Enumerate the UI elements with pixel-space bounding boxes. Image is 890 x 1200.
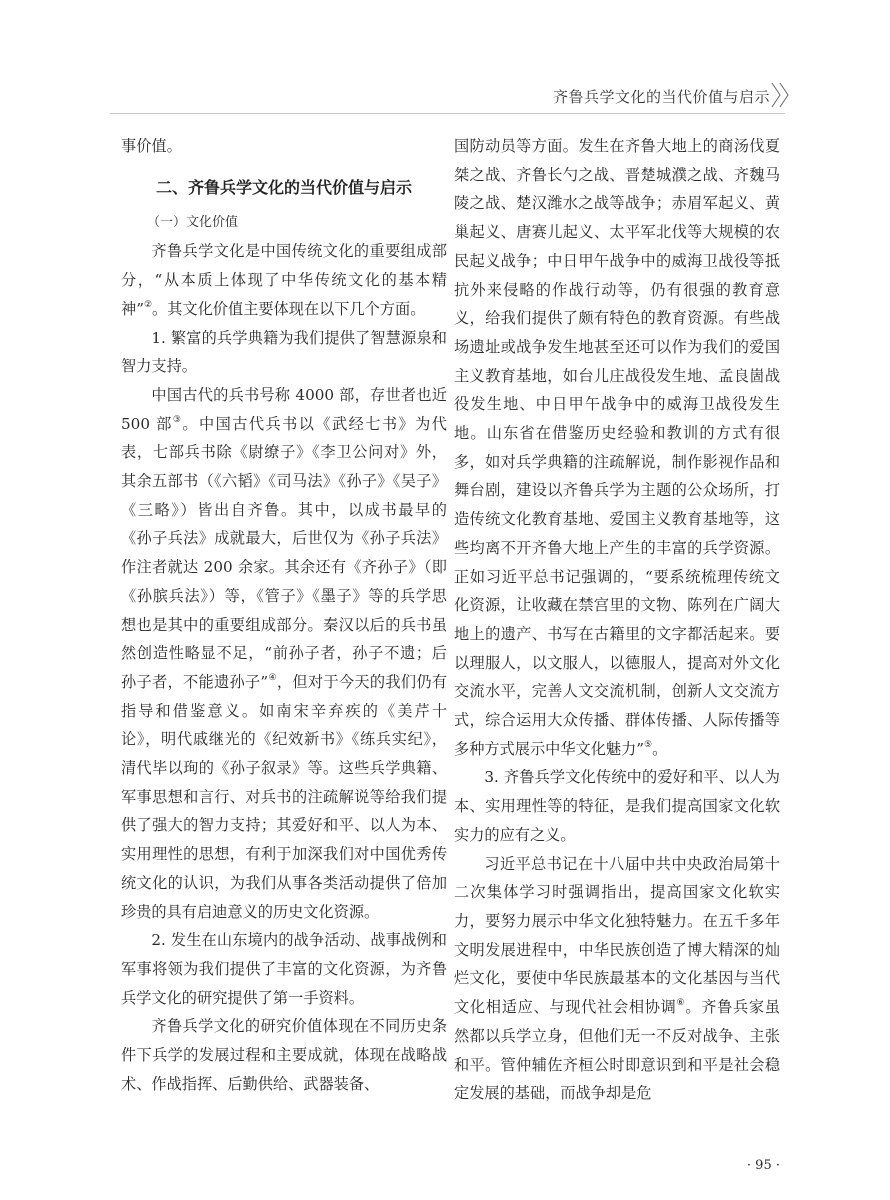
paragraph: 事价值。 <box>121 137 182 155</box>
page-number: · 95 · <box>746 1158 780 1173</box>
footnote-marker: ② <box>143 299 153 310</box>
paragraph: 2. 发生在山东境内的战争活动、战事战例和军事将领为我们提供了丰富的文化资源，为齐鲁兵学文化的研究提供了第一手资料。 <box>121 931 447 1007</box>
section-heading: 二、齐鲁兵学文化的当代价值与启示 <box>155 177 412 197</box>
paragraph: 中国古代的兵书号称 4000 部，存世者也近 500 部③。中国古代兵书以《武经七书》为代表，七部兵书除《尉缭子》《李卫公问对》外，其余五部书（《六韬》《司马法》《孙子》《吴子》《三略》）皆出自齐鲁。其中，以成书最早的《孙子兵法》成就最大，后世仅为《孙子兵法》作注者就达 200 余家。其余还有《齐孙子》（即《孙膑兵法》）等，《管子》《墨子》等的兵学思想也是其中的重要组成部分。秦汉以后的兵书虽然创造性略显不足，“前孙子者，孙子不遗；后孙子者，不能遗孙子”④，但对于今天的我们仍有指导和借鉴意义。如南宋辛弃疾的《美芹十论》，明代戚继光的《纪效新书》《练兵实纪》，清代毕以珣的《孙子叙录》等。这些兵学典籍、军事思想和言行、对兵书的注疏解说等给我们提供了强大的智力支持；其爱好和平、以人为本、实用理性的思想，有利于加深我们对中国优秀传统文化的认识，为我们从事各类活动提供了倍加珍贵的具有启迪意义的历史文化资源。 <box>121 385 448 921</box>
paragraph: 3. 齐鲁兵学文化传统中的爱好和平、以人为本、实用理性等的特征，是我们提高国家文化软实力的应有之义。 <box>454 768 780 844</box>
double-chevron-right-icon <box>769 80 795 110</box>
footnote-marker: ⑥ <box>676 998 686 1009</box>
header-divider <box>110 113 785 114</box>
paragraph: 国防动员等方面。发生在齐鲁大地上的商汤伐夏桀之战、齐鲁长勺之战、晋楚城濮之战、齐魏马陵之战、楚汉潍水之战等战争；赤眉军起义、黄巢起义、唐赛儿起义、太平军北伐等大规模的农民起义战争；中日甲午战争中的威海卫战役等抵抗外来侵略的作战行动等，仍有很强的教育意义，给我们提供了颇有特色的教育资源。有些战场遗址或战争发生地甚至还可以作为我们的爱国主义教育基地，如台儿庄战役发生地、孟良崮战役发生地、中日甲午战争中的威海卫战役发生地。山东省在借鉴历史经验和教训的方式有很多，如对兵学典籍的注疏解说，制作影视作品和舞台剧，建设以齐鲁兵学为主题的公众场所，打造传统文化教育基地、爱国主义教育基地等，这些均离不开齐鲁大地上产生的丰富的兵学资源。正如习近平总书记强调的，“要系统梳理传统文化资源，让收藏在禁宫里的文物、陈列在广阔大地上的遗产、书写在古籍里的文字都活起来。要以理服人，以文服人，以德服人，提高对外文化交流水平，完善人文交流机制，创新人文交流方式，综合运用大众传播、群体传播、人际传播等多种方式展示中华文化魅力”⑤。 <box>454 137 780 758</box>
footnote-marker: ⑤ <box>644 739 653 750</box>
subsection-heading: （一）文化价值 <box>147 214 239 230</box>
footnote-marker: ④ <box>268 672 277 683</box>
running-header-title: 齐鲁兵学文化的当代价值与启示 <box>552 88 770 106</box>
paragraph: 齐鲁兵学文化的研究价值体现在不同历史条件下兵学的发展过程和主要成就，体现在战略战术、作战指挥、后勤供给、武器装备、 <box>121 1017 447 1093</box>
paragraph: 习近平总书记在十八届中共中央政治局第十二次集体学习时强调指出，提高国家文化软实力，要努力展示中华文化独特魅力。在五千多年文明发展进程中，中华民族创造了博大精深的灿烂文化，要使中华民族最基本的文化基因与当代文化相适应、与现代社会相协调⑥。齐鲁兵家虽然都以兵学立身，但他们无一不反对战争、主张和平。管仲辅佐齐桓公时即意识到和平是社会稳定发展的基础，而战争却是危 <box>454 854 780 1103</box>
right-column <box>454 132 780 1108</box>
left-column <box>121 132 447 1099</box>
paragraph: 齐鲁兵学文化是中国传统文化的重要组成部分，“从本质上体现了中华传统文化的基本精神”②。其文化价值主要体现在以下几个方面。 <box>121 242 447 318</box>
footnote-marker: ③ <box>172 414 183 425</box>
paragraph: 1. 繁富的兵学典籍为我们提供了智慧源泉和智力支持。 <box>121 328 447 376</box>
